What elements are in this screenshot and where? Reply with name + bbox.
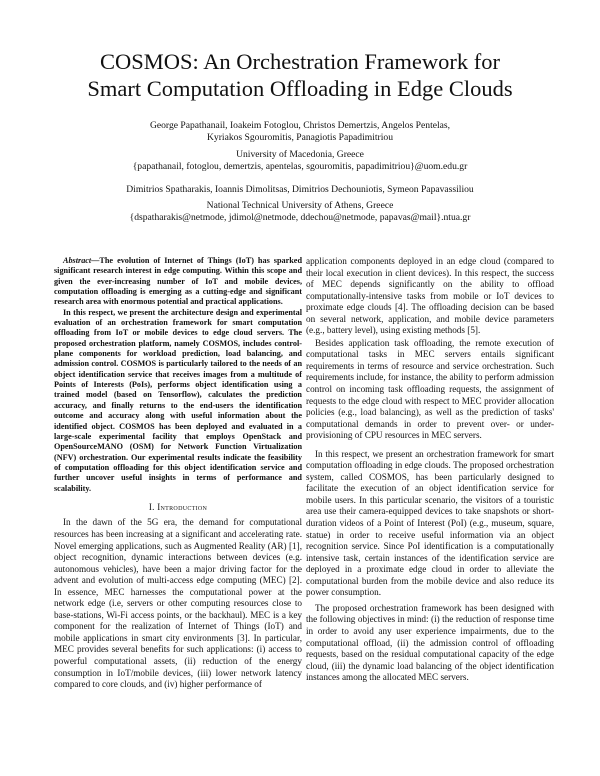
intro-paragraph-2: application components deployed in an edge cloud (compared to their local execution in client devices). In this respect, the success of MEC depends significantly on the ability to offload computationally-intensive tasks from mobile or IoT devices to proximate edge clouds [4]. The offloading decision can be based on several network, application, and mobile device parameters (e.g., battery level), using existing methods [5]. <box>306 256 554 336</box>
paper-title <box>40 48 560 102</box>
email-1: {papathanail, fotoglou, demertzis, apentelas, sgouromitis, papadimitriou}@uom.edu.gr <box>132 161 468 172</box>
authors-group-1-line-2: Kyriakos Sgouromitis, Panagiotis Papadimitriou <box>206 132 393 143</box>
abstract <box>54 256 302 494</box>
section-title: Introduction <box>157 501 208 512</box>
right-column <box>306 256 554 684</box>
title-line-1: COSMOS: An Orchestration Framework for <box>100 49 500 74</box>
affiliation-1: University of Macedonia, Greece <box>236 149 364 160</box>
email-2: {dspatharakis@netmode, jdimol@netmode, ddechou@netmode, papavas@mail}.ntua.gr <box>129 212 471 223</box>
abstract-paragraph-1 <box>54 256 302 308</box>
intro-paragraph-5: The proposed orchestration framework has been designed with the following objectives in mind: (i) the reduction of response time in order to avoid any user experience impairments, due to the computational offload, (ii) the admission control of offloading requests, based on the residual computational capacity of the edge cloud, (iii) the dynamic load balancing of the object identification instances among the allocated MEC servers. <box>306 602 554 683</box>
affiliation-2: National Technical University of Athens, Greece <box>206 200 394 211</box>
authors-group-1-line-1: George Papathanail, Ioakeim Fotoglou, Christos Demertzis, Angelos Pentelas, <box>149 120 451 131</box>
intro-paragraph-4: In this respect, we present an orchestration framework for smart computation offloading in edge clouds. The proposed orchestration system, called COSMOS, has been particularly designed to facilitate the execution of an object identification service for mobile users. In this particular scenario, the visitors of a touristic area use their camera-equipped devices to take snapshots or short-duration videos of a Point of Interest (PoI) (e.g., museum, square, statue) in order to receive useful information via an object recognition service. Since PoI identification is a computationally intensive task, certain instances of the identification service are deployed in a proximate edge cloud in order to alleviate the computational burden from the mobile device and also reduce its power consumption. <box>306 448 554 598</box>
authors-group-2: Dimitrios Spatharakis, Ioannis Dimolitsas, Dimitrios Dechouniotis, Symeon Papavassiliou <box>126 184 474 195</box>
title-line-2: Smart Computation Offloading in Edge Clouds <box>87 76 513 101</box>
abstract-paragraph-2: In this respect, we present the architecture design and experimental evaluation of an orchestration framework for smart computation offloading from IoT or mobile devices to edge cloud servers. The proposed orchestration platform, namely COSMOS, includes control-plane components for workload prediction, load balancing, and admission control. COSMOS is particularly tailored to the needs of an object identification service that receives images from a multitude of Points of Interests (PoIs), performs object identification using a trained model (based on Tensorflow), calculates the prediction accuracy, and finally returns to the end-users the identification outcome and accuracy along with useful information about the identified object. COSMOS has been deployed and evaluated in a large-scale experimental facility that employs OpenStack and OpenSourceMANO (OSM) for Network Function Virtualization (NFV) orchestration. Our experimental results indicate the feasibility of computation offloading for this object identification service and further uncover useful insights in terms of performance and scalability. <box>54 307 302 493</box>
section-number: I. <box>148 501 158 512</box>
abstract-text-1: The evolution of Internet of Things (IoT) has sparked significant research interest in edge computing. Within this scope and given the ever-increasing number of IoT and mobile devices, computation offloading is emerging as a cutting-edge and significant research area with enormous potential and practical applications. <box>54 256 302 307</box>
intro-paragraph-1: In the dawn of the 5G era, the demand for computational resources has been increasing at a significant and accelerating rate. Novel emerging applications, such as Augmented Reality (AR) [1], object recognition, dynamic interactions between devices (e.g. autonomous vehicles), have been a major driving factor for the advent and evolution of multi-access edge computing (MEC) [2]. In essence, MEC harnesses the computational power at the network edge (i.e, servers or other computing resources close to base-stations, Wi-Fi access points, or the backhaul). MEC is a key component for the realization of Internet of Things (IoT) and mobile applications in smart city environments [3]. In particular, MEC provides several benefits for such applications: (i) access to powerful computational assets, (ii) reduction of the energy consumption in IoT/mobile devices, (iii) lower network latency compared to core clouds, and (iv) higher performance of <box>54 517 302 690</box>
section-heading-introduction <box>54 502 302 514</box>
left-column <box>54 256 302 691</box>
abstract-label: Abstract— <box>63 256 100 265</box>
intro-paragraph-3: Besides application task offloading, the remote execution of computational tasks in MEC servers entails significant requirements in terms of resource and service orchestration. Such requirements include, for instance, the ability to perform admission control on incoming task offloading requests, the assignment of requests to the edge cloud with respect to MEC provider allocation policies (e.g., load balancing), as well as the prediction of tasks' computational demands in order to prevent over- or under- provisioning of CPU resources in MEC servers. <box>306 337 554 441</box>
